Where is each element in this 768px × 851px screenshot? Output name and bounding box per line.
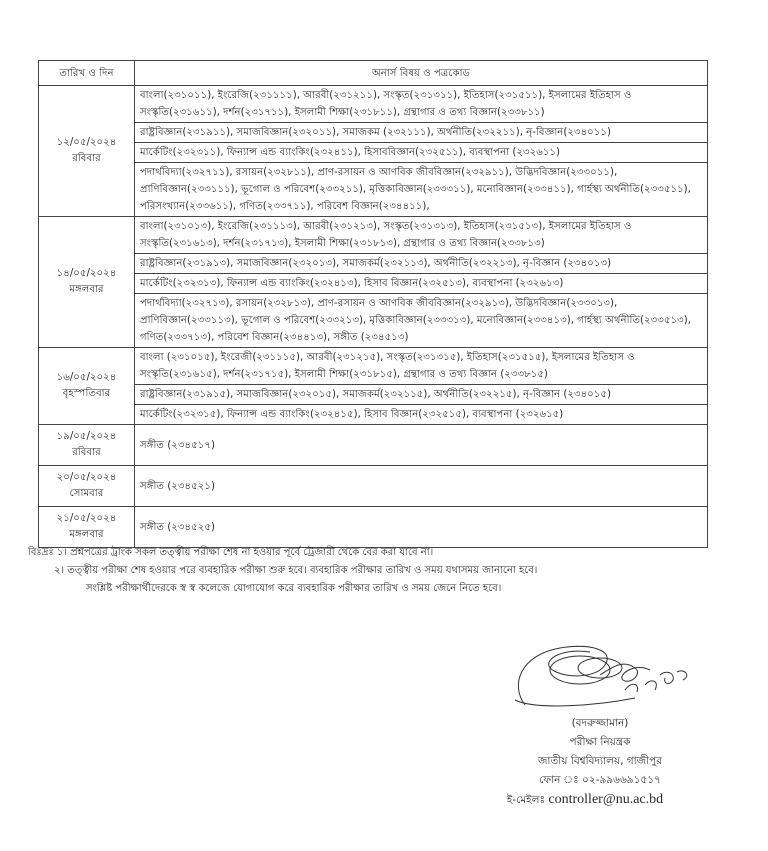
date-cell <box>39 217 135 348</box>
header-date-day: তারিখ ও দিন <box>39 61 135 86</box>
table-row <box>39 217 708 254</box>
exam-date: ১৪/০৫/২০২৪ <box>56 268 117 279</box>
table-row <box>39 507 708 548</box>
exam-day: বৃহস্পতিবার <box>62 388 111 399</box>
table-header-row <box>39 61 708 86</box>
date-cell <box>39 425 135 466</box>
exam-day: মঙ্গলবার <box>69 284 104 295</box>
subject-list: মার্কেটিং(২৩২৩১৩), ফিন্যান্স এন্ড ব্যাংকিং(২৩২৪১৩), হিসাব বিজ্ঞান(২৩২৫১৩), ব্যবস্থাপনা (২৩২৬১৩) <box>135 274 708 294</box>
date-cell <box>39 507 135 548</box>
phone-number: ফোন ঃ ০২-৯৯৬৬৯১৫১৭ <box>539 774 661 786</box>
note-line-1: বিঃদ্রঃ ১। প্রশ্নপত্রের ট্রাংক সকল তত্ত্বীয় পরীক্ষা শেষ না হওয়ার পূর্বে ট্রেজারী থেকে বের করা যাবে না। <box>28 547 434 558</box>
subject-list: সঙ্গীত (২৩৪৫২১) <box>135 466 708 507</box>
subject-list: পদার্থবিদ্যা(২৩২৭১১), রসায়ন(২৩২৮১১), প্রাণ-রসায়ন ও আণবিক জীববিজ্ঞান(২৩২৯১১), উদ্ভিদবিজ্ঞান(২৩৩০১১), প্রাণিবিজ্ঞান(২৩৩১১১), ভূগোল ও পরিবেশ(২৩৩২১১), মৃত্তিকাবিজ্ঞান(২৩৩৩১১), মনোবিজ্ঞান(২৩৩৪১১), গার্হস্থ্য অর্থনীতি(২৩৩৫১১), পরিসংখ্যান(২৩৩৬১১), গণিত(২৩৩৭১১), পরিবেশ বিজ্ঞান(২৩৪৪১১), <box>135 163 708 217</box>
exam-day: সোমবার <box>69 488 104 499</box>
exam-date: ২১/০৫/২০২৪ <box>56 513 117 524</box>
table-row <box>39 348 708 385</box>
header-subjects: অনার্স বিষয় ও পত্রকোড <box>135 61 708 86</box>
table-row <box>39 425 708 466</box>
exam-date: ১২/০৫/২০২৪ <box>56 137 117 148</box>
exam-date: ১৬/০৫/২০২৪ <box>56 372 117 383</box>
table-row <box>39 163 708 217</box>
table-row <box>39 385 708 405</box>
subject-list: রাষ্ট্রবিজ্ঞান(২৩১৯১৩), সমাজবিজ্ঞান(২৩২০১৩), সমাজকর্ম(২৩২১১৩), অর্থনীতি(২৩২২১৩), নৃ-বিজ্ঞান (২৩৪০১৩) <box>135 254 708 274</box>
table-row <box>39 254 708 274</box>
subject-list: রাষ্ট্রবিজ্ঞান(২৩১৯১১), সমাজবিজ্ঞান(২৩২০১১), সমাজকম (২৩২১১১), অর্থনীতি(২৩২২১১), নৃ-বিজ্ঞান(২৩৪০১১) <box>135 123 708 143</box>
date-cell <box>39 348 135 425</box>
exam-date: ১৯/০৫/২০২৪ <box>56 431 117 442</box>
subject-list: সঙ্গীত (২৩৪৫২৫) <box>135 507 708 548</box>
subject-list: মার্কেটিং(২৩২৩১১), ফিন্যান্স এন্ড ব্যাংকিং(২৩২৪১১), হিসাববিজ্ঞান(২৩২৫১১), ব্যবস্থাপনা (২৩২৬১১) <box>135 143 708 163</box>
exam-day: মঙ্গলবার <box>69 529 104 540</box>
subject-list: পদার্থবিদ্যা(২৩২৭১৩), রসায়ন(২৩২৮১৩), প্রাণ-রসায়ন ও আণবিক জীববিজ্ঞান(২৩২৯১৩), উদ্ভিদবিজ্ঞান(২৩৩০১৩), প্রাণিবিজ্ঞান(২৩৩১১৩), ভূগোল ও পরিবেশ(২৩৩২১৩), মৃত্তিকাবিজ্ঞান(২৩৩৩১৩), মনোবিজ্ঞান(২৩৩৪১৩), গার্হস্থ্য অর্থনীতি(২৩৩৫১৩), গণিত(২৩৩৭১৩), পরিবেশ বিজ্ঞান(২৩৪৪১৩), সঙ্গীত (২৩৪৫১৩) <box>135 294 708 348</box>
table-row <box>39 143 708 163</box>
signature-icon <box>505 640 695 712</box>
table-row <box>39 405 708 425</box>
institution-name: জাতীয় বিশ্ববিদ্যালয়, গাজীপুর <box>537 755 663 767</box>
subject-list: বাংলা(২৩১০১৩), ইংরেজি(২৩১১১৩), আরবী(২৩১২১৩), সংস্কৃত(২৩১৩১৩), ইতিহাস(২৩১৫১৩), ইসলামের ইতিহাস ও সংস্কৃতি(২৩১৬১৩), দর্শন(২৩১৭১৩), ইসলামী শিক্ষা(২৩১৮১৩), গ্রন্থাগার ও তথ্য বিজ্ঞান(২৩৩৮১৩) <box>135 217 708 254</box>
email-label: ই-মেইলঃ <box>506 794 546 806</box>
exam-schedule-table <box>38 60 708 548</box>
signatory-designation: পরীক্ষা নিয়ন্ত্রক <box>569 736 631 748</box>
subject-list: বাংলা (২৩১০১৫), ইংরেজী(২৩১১১৫), আরবী(২৩১২১৫), সংস্কৃত(২৩১৩১৫), ইতিহাস(২৩১৫১৫), ইসলামের ইতিহাস ও সংস্কৃতি(২৩১৬১৫), দর্শন(২৩১৭১৫), ইসলামী শিক্ষা(২৩১৮১৫), গ্রন্থাগার ও তথ্য বিজ্ঞান (২৩৩৮১৫) <box>135 348 708 385</box>
exam-day: রবিবার <box>72 153 101 164</box>
signature-block <box>470 640 730 810</box>
subject-list: রাষ্ট্রবিজ্ঞান(২৩১৯১৫), সমাজবিজ্ঞান(২৩২০১৫), সমাজকর্ম(২৩২১১৫), অর্থনীতি(২৩২২১৫), নৃ-বিজ্ঞান (২৩৪০১৫) <box>135 385 708 405</box>
table-row <box>39 466 708 507</box>
signatory-name: (বদরুজ্জামান) <box>571 717 629 729</box>
email-address: controller@nu.ac.bd <box>548 792 664 807</box>
note-line-3: সংশ্লিষ্ট পরীক্ষার্থীদেরকে স্ব স্ব কলেজে যোগাযোগ করে ব্যবহারিক পরীক্ষার তারিখ ও সময় জেনে নিতে হবে। <box>86 583 502 594</box>
table-row <box>39 86 708 123</box>
table-row <box>39 294 708 348</box>
exam-date: ২০/০৫/২০২৪ <box>56 472 117 483</box>
subject-list: বাংলা(২৩১০১১), ইংরেজি(২৩১১১১), আরবী(২৩১২১১), সংস্কৃত(২৩১৩১১), ইতিহাস(২৩১৫১১), ইসলামের ইতিহাস ও সংস্কৃতি(২৩১৬১১), দর্শন(২৩১৭১১), ইসলামী শিক্ষা(২৩১৮১১), গ্রন্থাগার ও তথ্য বিজ্ঞান(২৩৩৮১১) <box>135 86 708 123</box>
exam-day: রবিবার <box>72 447 101 458</box>
note-line-2: ২। তত্ত্বীয় পরীক্ষা শেষ হওয়ার পরে ব্যবহারিক পরীক্ষা শুরু হবে। ব্যবহারিক পরীক্ষার তারিখ ও সময় যথাসময় জানানো হবে। <box>54 565 538 576</box>
notes-section <box>28 544 748 598</box>
table-row <box>39 274 708 294</box>
date-cell <box>39 86 135 217</box>
email-line <box>440 790 730 810</box>
table-row <box>39 123 708 143</box>
subject-list: সঙ্গীত (২৩৪৫১৭) <box>135 425 708 466</box>
date-cell <box>39 466 135 507</box>
subject-list: মার্কেটিং(২৩২৩১৫), ফিন্যান্স এন্ড ব্যাংকিং(২৩২৪১৫), হিসাব বিজ্ঞান(২৩২৫১৫), ব্যবস্থাপনা (২৩২৬১৫) <box>135 405 708 425</box>
